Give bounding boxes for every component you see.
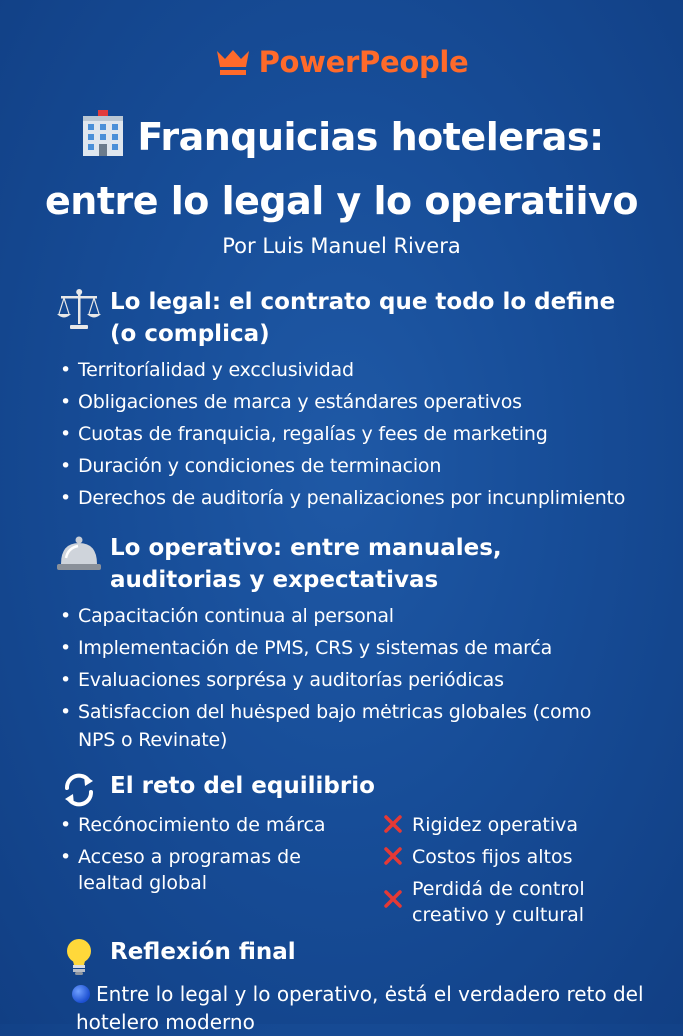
section-legal-title-2: (o complica) [110,321,270,347]
section-equilibrio-heading [54,770,663,808]
section-operativo-title-1: Lo operativo: entre manuales, [110,535,502,561]
section-equilibrio-title: El reto del equilibrio [110,773,375,799]
reflexion-text: Entre lo legal y lo operativo, ėstá el verdadero reto del hotelero moderno [76,982,644,1034]
list-item [382,876,632,928]
legal-list [60,354,673,514]
section-reflexion-heading [54,936,663,976]
list-item [382,812,672,838]
con-label: Rigidez operativa [412,814,579,836]
section-legal-heading [54,286,663,350]
cross-mark-icon [382,813,404,835]
reflexion-text-block [76,980,663,1036]
list-item: • Implementación de PMS, CRS y sistemas de marća [60,632,673,664]
list-item: • Derechos de auditoría y penalizaciones por incunplimiento [60,482,673,514]
list-item: • Cuotas de franquicia, regalías y fees de marketing [60,418,673,450]
scales-icon [54,286,104,332]
cross-mark-icon [382,845,404,867]
section-legal-title-1: Lo legal: el contrato que todo lo define [110,289,616,315]
title-line-1: Franquicias hoteleras: [137,115,604,159]
blue-circle-icon [72,985,90,1003]
list-item: • Duración y condiciones de terminacion [60,450,673,482]
list-item: • Evaluaciones sorprésa y auditorías periódicas [60,664,673,696]
cons-list [382,812,672,928]
section-operativo-heading [54,532,663,596]
cross-mark-icon [382,888,404,910]
list-item: • Recónocimiento de márca [60,812,360,838]
section-operativo-title-2: auditorias y expectativas [110,567,439,593]
author-byline: Por Luis Manuel Rivera [222,234,461,258]
con-label: Perdidá de control creativo y cultural [412,878,585,926]
pros-list [60,812,360,896]
operativo-list [60,600,673,754]
crown-icon [215,47,251,77]
list-item: • Acceso a programas de lealtad global [60,844,308,896]
brand-name: PowerPeople [258,45,469,79]
list-item: • Capacitación continua al personal [60,600,673,632]
hotel-icon [79,110,127,172]
list-item [382,844,672,870]
list-item: • Satisfaccion del huėsped bajo mėtricas globales (como NPS o Revinate) [60,698,598,754]
brand-logo [0,40,683,84]
section-reflexion-title: Reflexión final [110,939,296,965]
title-line-2: entre lo legal y lo operatiivo [45,179,638,223]
list-item: • Obligaciones de marca y estándares operativos [60,386,673,418]
page-title [0,108,683,230]
light-bulb-icon [54,936,104,976]
con-label: Costos fijos altos [412,846,573,868]
list-item: • Territoríalidad y excclusividad [60,354,673,386]
refresh-arrows-icon [54,770,104,808]
service-bell-icon [54,532,104,574]
